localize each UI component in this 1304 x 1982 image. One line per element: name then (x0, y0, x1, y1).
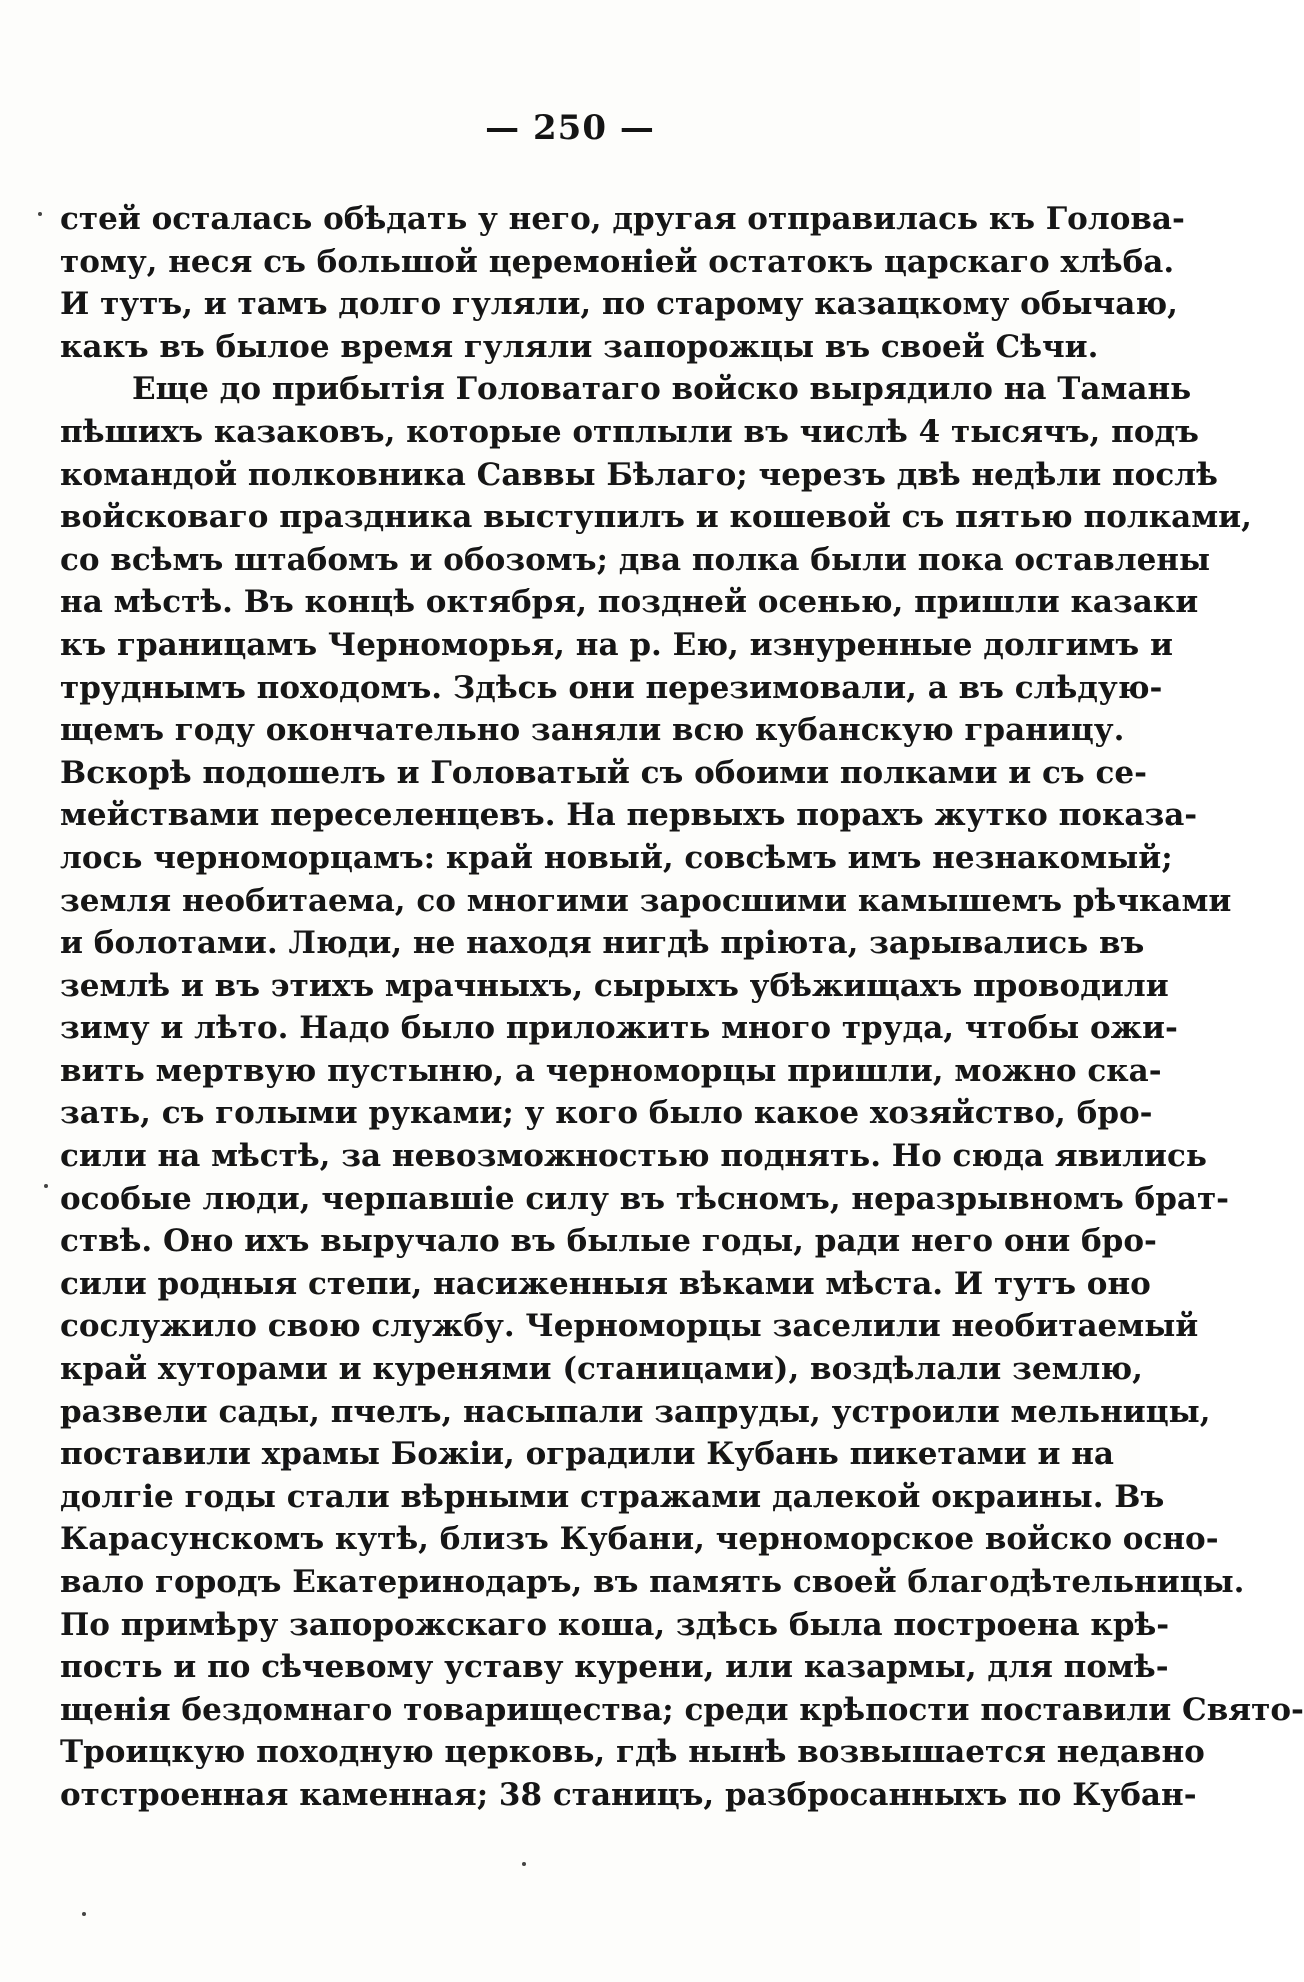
text-line: щенія бездомнаго товарищества; среди крѣпости поставили Свято- (60, 1691, 1304, 1728)
text-line: тому, неся съ большой церемоніей остатокъ царскаго хлѣба. (60, 243, 1175, 280)
text-line: вить мертвую пустыню, а черноморцы пришли, можно ска- (60, 1052, 1162, 1089)
text-line: щемъ году окончательно заняли всю кубанскую границу. (60, 712, 1125, 749)
text-line: развели сады, пчелъ, насыпали запруды, устроили мельницы, (60, 1393, 1211, 1430)
text-line: вало городъ Екатеринодаръ, въ память своей благодѣтельницы. (60, 1564, 1245, 1600)
text-line: со всѣмъ штабомъ и обозомъ; два полка были пока оставлены (60, 541, 1211, 578)
paper-speck (82, 1912, 86, 1916)
text-line: землѣ и въ этихъ мрачныхъ, сырыхъ убѣжищахъ проводили (60, 967, 1169, 1004)
text-line: лось черноморцамъ: край новый, совсѣмъ имъ незнакомый; (60, 839, 1173, 876)
body-text (60, 198, 1304, 1817)
text-line: ствѣ. Оно ихъ выручало въ былые годы, ради него они бро- (60, 1223, 1157, 1260)
text-line: сослужило свою службу. Черноморцы заселили необитаемый (60, 1308, 1199, 1345)
text-line: командой полковника Саввы Бѣлаго; черезъ двѣ недѣли послѣ (60, 456, 1218, 493)
page-number: — 250 — (485, 108, 655, 148)
text-line: край хуторами и куренями (станицами), воздѣлали землю, (60, 1351, 1143, 1388)
text-line: сили родныя степи, насиженныя вѣками мѣста. И тутъ оно (60, 1265, 1151, 1302)
text-line: какъ въ былое время гуляли запорожцы въ своей Сѣчи. (60, 328, 1099, 365)
paper-speck (522, 1862, 526, 1866)
text-line: пость и по сѣчевому уставу курени, или казармы, для помѣ- (60, 1649, 1169, 1686)
text-line: особые люди, черпавшіе силу въ тѣсномъ, неразрывномъ брат- (60, 1180, 1230, 1217)
text-line: По примѣру запорожскаго коша, здѣсь была построена крѣ- (60, 1606, 1170, 1643)
text-line: сили на мѣстѣ, за невозможностью поднять. Но сюда явились (60, 1138, 1207, 1175)
text-line: зиму и лѣто. Надо было приложить много труда, чтобы ожи- (60, 1010, 1178, 1047)
text-line: войсковаго праздника выступилъ и кошевой съ пятью полками, (60, 499, 1252, 536)
text-line: Карасунскомъ кутѣ, близъ Кубани, черноморское войско осно- (60, 1521, 1219, 1558)
text-line: и болотами. Люди, не находя нигдѣ пріюта, зарывались въ (60, 925, 1145, 962)
text-line: Троицкую походную церковь, гдѣ нынѣ возвышается недавно (60, 1734, 1205, 1771)
paper-speck (44, 1184, 48, 1188)
text-line: стей осталась обѣдать у него, другая отправилась къ Голова- (60, 201, 1185, 237)
text-line: Еще до прибытія Головатаго войско вырядило на Тамань (132, 371, 1192, 408)
paper-speck (38, 212, 42, 216)
text-line: долгіе годы стали вѣрными стражами далекой окраины. Въ (60, 1478, 1165, 1515)
text-line: поставили храмы Божіи, оградили Кубань пикетами и на (60, 1436, 1114, 1473)
text-line: къ границамъ Черноморья, на р. Ею, изнуренные долгимъ и (60, 626, 1173, 663)
text-line: отстроенная каменная; 38 станицъ, разбросанныхъ по Кубан- (60, 1776, 1197, 1813)
text-line: мействами переселенцевъ. На первыхъ порахъ жутко показа- (60, 797, 1198, 834)
text-line: пѣшихъ казаковъ, которые отплыли въ числѣ 4 тысячъ, подъ (60, 413, 1199, 450)
text-line: зать, съ голыми руками; у кого было какое хозяйство, бро- (60, 1095, 1153, 1132)
text-line: труднымъ походомъ. Здѣсь они перезимовали, а въ слѣдую- (60, 669, 1163, 706)
text-line: Вскорѣ подошелъ и Головатый съ обоими полками и съ се- (60, 754, 1147, 791)
text-line: на мѣстѣ. Въ концѣ октября, поздней осенью, пришли казаки (60, 584, 1199, 621)
text-line: земля необитаема, со многими заросшими камышемъ рѣчками (60, 882, 1232, 919)
text-line: И тутъ, и тамъ долго гуляли, по старому казацкому обычаю, (60, 286, 1178, 323)
